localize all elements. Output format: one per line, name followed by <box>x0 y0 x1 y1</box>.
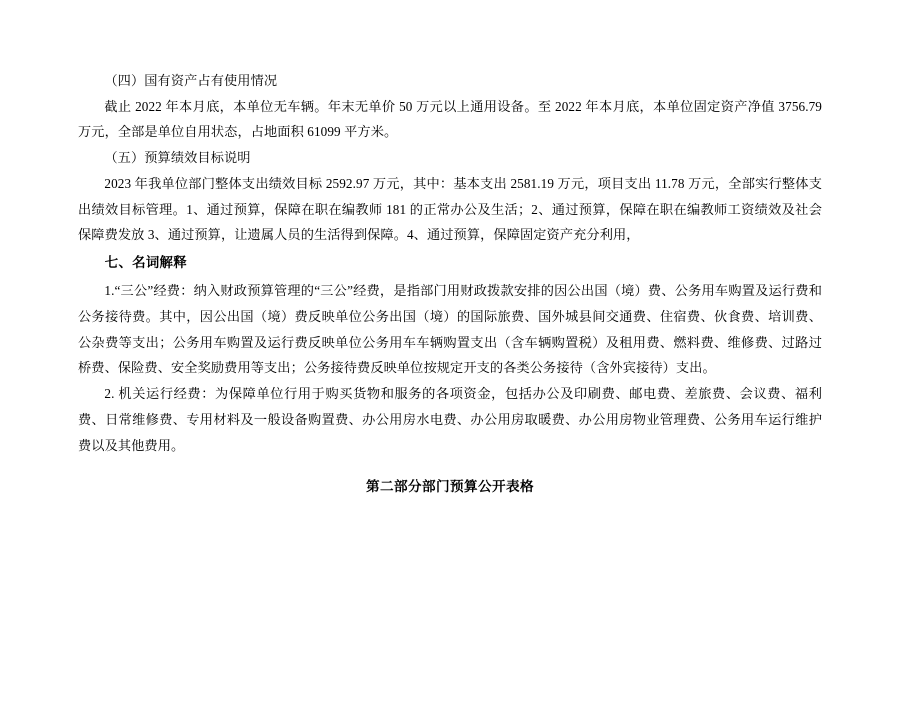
page-title-part-two: 第二部分部门预算公开表格 <box>366 479 534 495</box>
document-body <box>78 68 822 721</box>
paragraph-term-operating-cost: 2. 机关运行经费：为保障单位行用于购买货物和服务的各项资金，包括办公及印刷费、邮电费、差旅费、会议费、福利费、日常维修费、专用材料及一般设备购置费、办公用房水电费、办公用房取暖费、办公用房物业管理费、公务用车运行维护费以及其他费用。 <box>78 386 822 453</box>
blank-page-area <box>78 501 822 721</box>
paragraph-performance-body: 2023 年我单位部门整体支出绩效目标 2592.97 万元，其中：基本支出 2581.19 万元，项目支出 11.78 万元，全部实行整体支出绩效目标管理。1、通过预算，保障在职在编教师 181 的正常办公及生活；2、通过预算，保障在职在编教师工资绩效及社会保障费发放 3、通过预算，让遗属人员的生活得到保障。4、通过预算，保障固定资产充分利用， <box>78 175 822 243</box>
paragraph-term-three-public: 1.“三公”经费：纳入财政预算管理的“三公”经费，是指部门用财政拨款安排的因公出国（境）费、公务用车购置及运行费和公务接待费。其中，因公出国（境）费反映单位公务出国（境）的国际旅费、国外城县间交通费、住宿费、伙食费、培训费、公杂费等支出；公务用车购置及运行费反映单位公务用车车辆购置支出（含车辆购置税）及租用费、燃料费、维修费、过路过桥费、保险费、安全奖励费用等支出；公务接待费反映单位按规定开支的各类公务接待（含外宾接待）支出。 <box>78 283 822 376</box>
spacer <box>78 458 822 474</box>
paragraph-state-asset-body: 截止 2022 年本月底，本单位无车辆。年末无单价 50 万元以上通用设备。至 2022 年本月底，本单位固定资产净值 3756.79 万元，全部是单位自用状态，占地面积 61099 平方米。 <box>78 98 822 140</box>
paragraph-state-asset-heading: （四）国有资产占有使用情况 <box>104 73 278 88</box>
section-heading-glossary: 七、名词解释 <box>104 255 187 271</box>
paragraph-performance-heading: （五）预算绩效目标说明 <box>104 150 251 166</box>
